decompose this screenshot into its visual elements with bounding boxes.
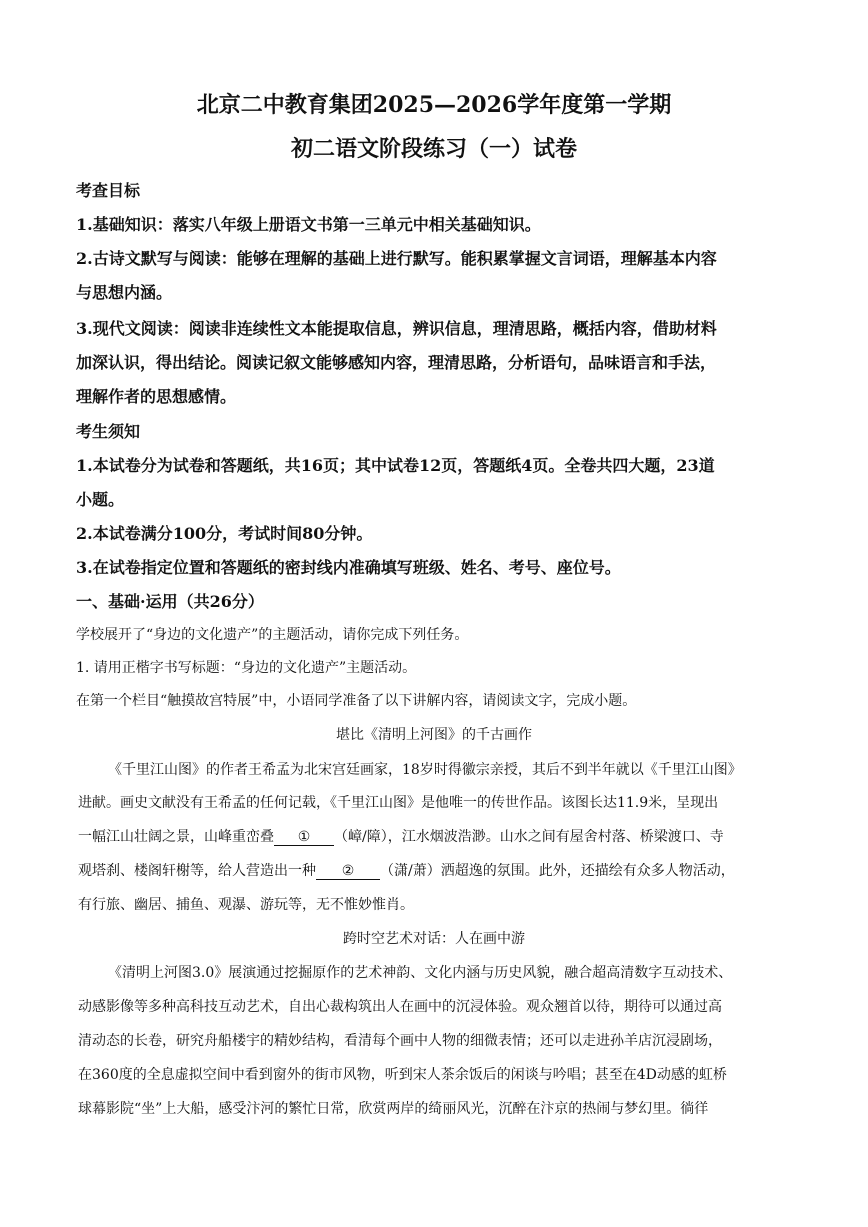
passage-1-line-4-start: 观塔刹、楼阁轩榭等，给人营造出一种 [78,863,316,879]
passage-2-line-3: 清动态的长卷，研究舟船楼宇的精妙结构，看清每个画中人物的细微表情；还可以走进孙羊店沉浸剧场， [78,1033,722,1049]
answer-blank-1[interactable]: ① [274,829,334,846]
section-1-intro: 学校展开了“身边的文化遗产”的主题活动，请你完成下列任务。 [76,627,469,643]
passage-1-line-1: 《千里江山图》的作者王希孟为北宋宫廷画家，18岁时得徽宗亲授，其后不到半年就以《千里江山图》 [108,762,742,778]
passage-1-line-3 [78,826,724,846]
goal-item-3-line-1: 3.现代文阅读：阅读非连续性文本能提取信息，辨识信息，理清思路，概括内容，借助材料 [76,319,717,338]
passage-1-line-2: 进献。画史文献没有王希孟的任何记载，《千里江山图》是他唯一的传世作品。该图长达11.9米，呈现出 [78,795,719,811]
passage-1-title: 堪比《清明上河图》的千古画作 [336,727,532,743]
passage-2-line-4: 在360度的全息虚拟空间中看到窗外的街市风物，听到宋人茶余饭后的闲谈与吟唱；甚至在4D动感的虹桥 [78,1067,727,1083]
passage-1-line-3-end: （嶂/障），江水烟波浩渺。山水之间有屋舍村落、桥梁渡口、寺 [334,829,724,845]
passage-2-line-1: 《清明上河图3.0》展演通过挖掘原作的艺术神韵、文化内涵与历史风貌，融合超高清数字互动技术、 [108,965,733,981]
passage-2-line-5: 球幕影院“坐”上大船，感受汴河的繁忙日常，欣赏两岸的绮丽风光，沉醉在汴京的热闹与梦幻里。徜徉 [78,1101,709,1117]
notice-item-2: 2.本试卷满分100分，考试时间80分钟。 [76,524,373,543]
notice-item-1-line-2: 小题。 [76,490,125,509]
question-1: 1. 请用正楷字书写标题：“身边的文化遗产”主题活动。 [76,660,417,676]
goals-heading: 考查目标 [76,181,141,200]
notice-item-3: 3.在试卷指定位置和答题纸的密封线内准确填写班级、姓名、考号、座位号。 [76,558,621,577]
passage-2-title: 跨时空艺术对话：人在画中游 [343,931,525,947]
goal-item-1: 1.基础知识：落实八年级上册语文书第一三单元中相关基础知识。 [76,215,541,234]
goal-item-2-line-1: 2.古诗文默写与阅读：能够在理解的基础上进行默写。能积累掌握文言词语，理解基本内容 [76,249,717,268]
passage-1-line-4-end: （潇/萧）洒超逸的氛围。此外，还描绘有众多人物活动， [380,863,735,879]
passage-2-line-2: 动感影像等多种高科技互动艺术，自出心裁构筑出人在画中的沉浸体验。观众翘首以待，期待可以通过高 [78,999,722,1015]
exam-subtitle: 初二语文阶段练习（一）试卷 [290,136,577,162]
goal-item-3-line-3: 理解作者的思想感情。 [76,387,237,406]
goal-item-2-line-2: 与思想内涵。 [76,283,173,302]
answer-blank-2[interactable]: ② [316,863,380,880]
notice-item-1-line-1: 1.本试卷分为试卷和答题纸，共16页；其中试卷12页，答题纸4页。全卷共四大题，23道 [76,456,715,475]
exam-title: 北京二中教育集团2025—2026学年度第一学期 [196,92,672,118]
notice-heading: 考生须知 [76,422,141,441]
goal-item-3-line-2: 加深认识，得出结论。阅读记叙文能够感知内容，理清思路，分析语句，品味语言和手法， [76,353,717,372]
passage-1-line-4 [78,860,735,880]
passage-1-line-3-start: 一幅江山壮阔之景，山峰重峦叠 [78,829,274,845]
question-1-context: 在第一个栏目“触摸故宫特展”中，小语同学准备了以下讲解内容，请阅读文字，完成小题。 [76,693,637,709]
passage-1-line-5: 有行旅、幽居、捕鱼、观瀑、游玩等，无不惟妙惟肖。 [78,897,414,913]
section-1-heading: 一、基础·运用（共26分） [76,592,264,611]
